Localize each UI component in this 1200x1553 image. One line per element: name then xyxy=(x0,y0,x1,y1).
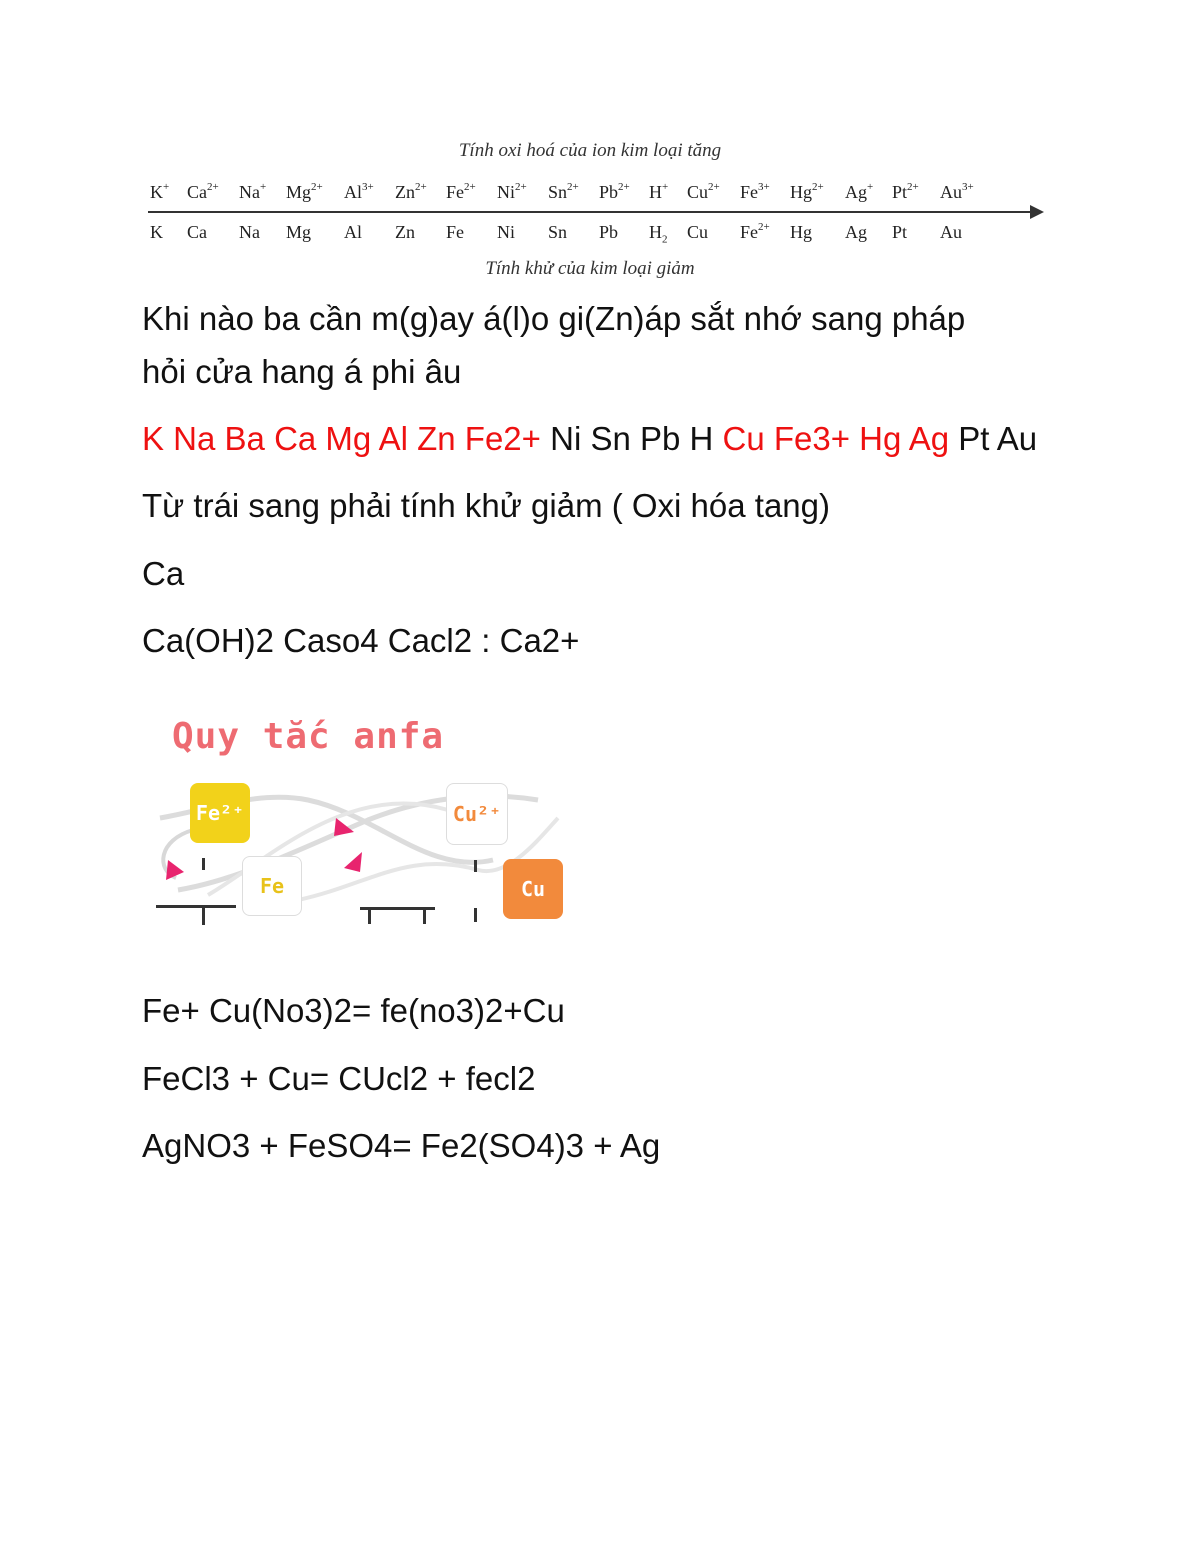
series-segment: Ni Sn Pb H xyxy=(540,420,723,457)
mnemonic-line-1: Khi nào ba cần m(g)ay á(l)o gi(Zn)áp sắt nhớ sang pháp xyxy=(142,300,966,337)
ca-note: Ca xyxy=(142,555,185,592)
equation-2: FeCl3 + Cu= CUcl2 + fecl2 xyxy=(142,1060,536,1097)
ion-label: $Cu^{2+}$ xyxy=(687,181,720,202)
ion-label: $Au^{3+}$ xyxy=(940,181,974,202)
ion-label: K+ xyxy=(150,181,170,202)
metal-label: K xyxy=(150,222,163,242)
ion-label: $Sn^{2+}$ xyxy=(548,181,579,202)
metal-label: Cu xyxy=(687,222,709,242)
metal-label: Pt xyxy=(892,222,908,242)
mnemonic-line-2: hỏi cửa hang á phi âu xyxy=(142,353,462,390)
ion-label: $Hg^{2+}$ xyxy=(790,181,824,202)
metal-label: Na xyxy=(239,222,260,242)
cu2-ion-box: Cu²⁺ xyxy=(446,783,508,845)
metal-label: Hg xyxy=(790,222,812,242)
metal-label: Ni xyxy=(497,222,515,242)
metal-label: $Fe^{2+}$ xyxy=(740,221,770,242)
metal-label: Ca xyxy=(187,222,207,242)
equation-3: AgNO3 + FeSO4= Fe2(SO4)3 + Ag xyxy=(142,1127,661,1164)
ion-label: $Pt^{2+}$ xyxy=(892,181,919,202)
ion-label: $Mg^{2+}$ xyxy=(286,181,323,202)
activity-series-line xyxy=(142,420,1037,458)
series-segment: Cu Fe3+ Hg Ag xyxy=(722,420,950,457)
series-caption-top: Tính oxi hoá của ion kim loại tăng xyxy=(458,140,722,161)
metal-label: Al xyxy=(344,222,362,242)
ion-label: Na+ xyxy=(239,181,267,202)
series-segment: K Na Ba Ca Mg Al Zn Fe2+ xyxy=(142,420,541,457)
series-axis-line xyxy=(148,211,1038,213)
metal-label: Zn xyxy=(395,222,415,242)
series-caption-bottom: Tính khử của kim loại giảm xyxy=(485,258,695,279)
electrochemical-series-figure xyxy=(140,132,1060,282)
ion-label: $Zn^{2+}$ xyxy=(395,181,427,202)
ion-label: Ag+ xyxy=(845,181,874,202)
series-arrow-icon xyxy=(1030,205,1044,219)
metal-label: Ag xyxy=(845,222,867,242)
anfa-title: Quy tắc anfa xyxy=(172,716,445,757)
equation-1: Fe+ Cu(No3)2= fe(no3)2+Cu xyxy=(142,992,565,1029)
metal-label: $H_2$ xyxy=(649,222,668,246)
fe-metal-box: Fe xyxy=(242,856,302,916)
metal-label: Mg xyxy=(286,222,312,242)
ion-label: $Ni^{2+}$ xyxy=(497,181,527,202)
metal-label: Au xyxy=(940,222,962,242)
fe2-ion-box: Fe²⁺ xyxy=(190,783,250,843)
metal-label: Sn xyxy=(548,222,568,242)
ion-label: H+ xyxy=(649,181,669,202)
series-segment: Pt Au xyxy=(949,420,1038,457)
ion-label: $Pb^{2+}$ xyxy=(599,181,630,202)
ion-label: $Fe^{3+}$ xyxy=(740,181,770,202)
ion-label: $Fe^{2+}$ xyxy=(446,181,476,202)
ion-label: $Ca^{2+}$ xyxy=(187,181,219,202)
metal-label: Fe xyxy=(446,222,464,242)
ion-label: $Al^{3+}$ xyxy=(344,181,374,202)
direction-note: Từ trái sang phải tính khử giảm ( Oxi hóa tang) xyxy=(142,487,831,524)
anfa-rule-figure xyxy=(148,700,578,950)
cu-metal-box: Cu xyxy=(503,859,563,919)
ca-compounds-note: Ca(OH)2 Caso4 Cacl2 : Ca2+ xyxy=(142,622,580,659)
metal-label: Pb xyxy=(599,222,619,242)
